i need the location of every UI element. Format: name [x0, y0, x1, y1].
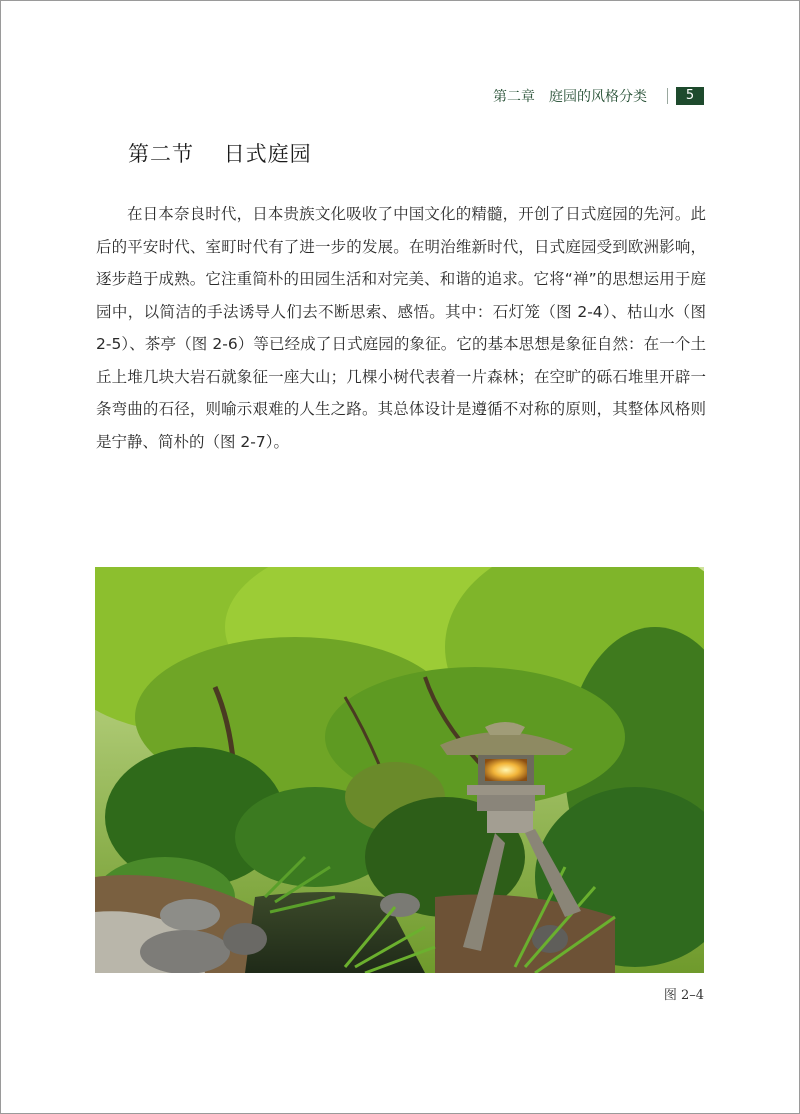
- figure-caption: 图 2–4: [663, 988, 704, 1003]
- body-paragraph: 在日本奈良时代，日本贵族文化吸收了中国文化的精髓，开创了日式庭园的先河。此后的平安时代、室町时代有了进一步的发展。在明治维新时代，日式庭园受到欧洲影响，逐步趋于成熟。它注重简朴的田园生活和对完美、和谐的追求。它将“禅”的思想运用于庭园中，以简洁的手法诱导人们去不断思索、感悟。其中：石灯笼（图 2-4）、枯山水（图 2-5）、茶亭（图 2-6）等已经成了日式庭园的象征。它的基本思想是象征自然：在一个土丘上堆几块大岩石就象征一座大山；几棵小树代表着一片森林；在空旷的砾石堆里开辟一条弯曲的石径，则喻示艰难的人生之路。其总体设计是遵循不对称的原则，其整体风格则是宁静、简朴的（图 2-7）。: [96, 205, 706, 451]
- section-number: 第二节: [128, 142, 194, 166]
- page-number: 5: [676, 87, 704, 105]
- garden-lantern-photo: [95, 567, 704, 973]
- running-header: [493, 86, 704, 106]
- section-title: 日式庭园: [223, 142, 312, 166]
- chapter-title: 第二章 庭园的风格分类: [493, 89, 647, 105]
- section-heading: [128, 138, 312, 168]
- header-divider: [667, 88, 668, 104]
